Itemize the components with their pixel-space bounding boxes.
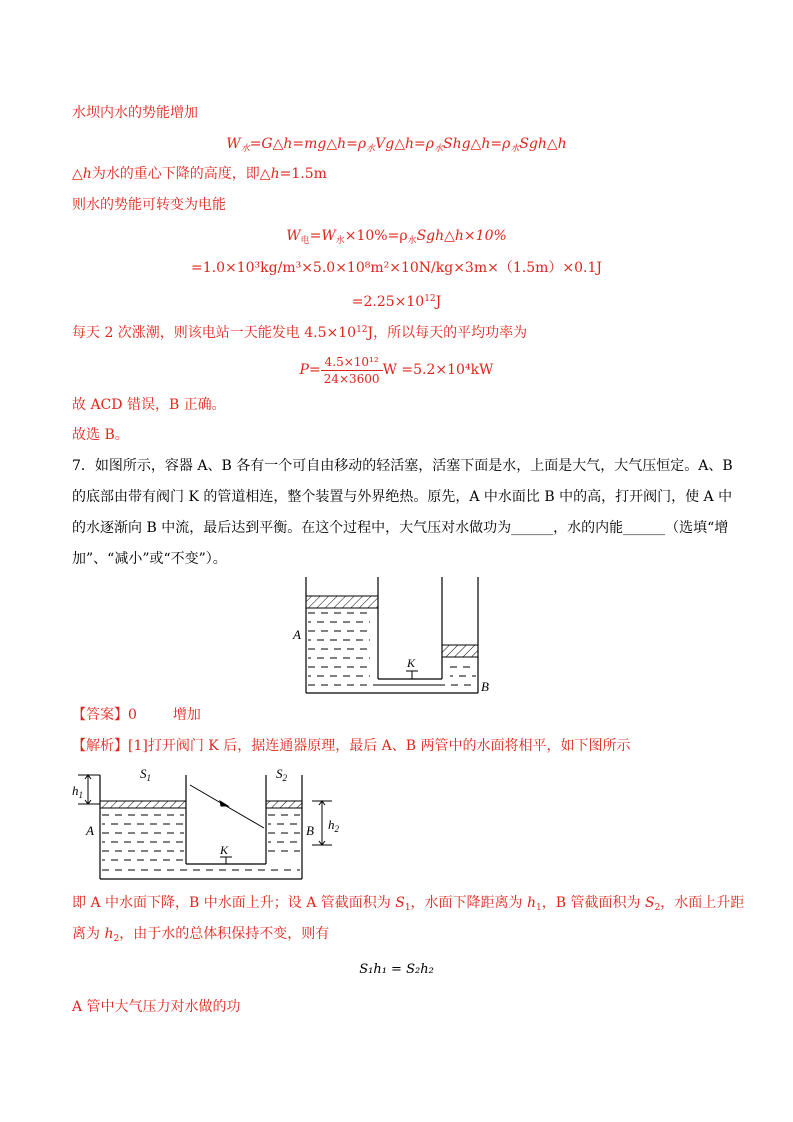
piston-a — [100, 801, 186, 808]
analysis-line: 【解析】[1]打开阀门 K 后，据连通器原理，最后 A、B 两管中的水面将相平，如下图所示 — [72, 738, 631, 754]
formula-calculation: =1.0×10³kg/m³×5.0×10⁸m²×10N/kg×3m×（1.5m）×0.1J — [191, 260, 602, 276]
answer-line: 【答案】0 增加 — [72, 707, 201, 723]
container-walls — [100, 775, 302, 879]
question-text: 7．如图所示，容器 A、B 各有一个可自由移动的轻活塞，活塞下面是水，上面是大气，大气压恒定。A、B — [72, 458, 733, 474]
solution-line: 故选 B。 — [72, 427, 129, 443]
piston-a — [306, 596, 378, 608]
label-b: B — [306, 823, 314, 838]
solution-line: 每天 2 次涨潮，则该电站一天能发电 $4.5\times 10^{12}J$，所以每天的平均功率为 — [72, 325, 528, 341]
container-figure — [290, 575, 495, 697]
label-a: A — [293, 627, 301, 642]
question-text: 加”、“减小”或“不变”）。 — [72, 551, 227, 567]
label-s2: $S_2$ — [276, 766, 287, 783]
analysis-line: 离为 $h_2$，由于水的总体积保持不变，则有 — [72, 926, 330, 944]
analysis-line: A 管中大气压力对水做的功 — [72, 999, 241, 1015]
analysis-line: 即 A 中水面下降，B 中水面上升；设 A 管截面积为 $S_1$，水面下降距离为 $h_1$，B 管截面积为 $S_2$，水面上升距 — [72, 895, 745, 913]
label-a: A — [86, 823, 94, 838]
label-h2: $h_2$ — [328, 817, 339, 834]
label-b: B — [481, 679, 489, 694]
formula-potential-energy: $W_水=G\triangle h=mg\triangle h=\rho_水Vg\triangle h=\rho_水Shg\triangle h=\rho_水Sgh\triangle h$ — [226, 136, 567, 154]
volume-equation: S₁h₁ = S₂h₂ — [359, 962, 434, 977]
balanced-figure — [70, 763, 360, 885]
piston-b — [442, 645, 478, 657]
solution-line: 则水的势能可转变为电能 — [72, 197, 226, 213]
label-k: K — [220, 843, 229, 857]
water-dashes — [102, 815, 300, 870]
question-text: 的底部由带有阀门 K 的管道相连，整个装置与外界绝热。原先，A 中水面比 B 中的高，打开阀门，使 A 中 — [72, 489, 733, 505]
label-s1: $S_1$ — [140, 766, 151, 783]
solution-line: 水坝内水的势能增加 — [72, 105, 198, 121]
question-text: 的水逐渐向 B 中流，最后达到平衡。在这个过程中，大气压对水做功为______，水的内能______（选填“增 — [72, 520, 729, 536]
solution-line: 故 ACD 错误，B 正确。 — [72, 397, 226, 413]
label-k: K — [407, 656, 416, 670]
formula-result: $=2.25\times 10^{12}J$ — [351, 294, 442, 310]
formula-power: P= $\frac{\text{4.5×10¹²}}{24\times 3600}$ W =5.2×10⁴kW — [299, 354, 494, 386]
label-h1: $h_1$ — [72, 783, 83, 800]
formula-electric-energy: $W_电=W_水\times 10\%=\rho_水Sgh\triangle h\times 10\%$ — [286, 228, 507, 246]
solution-line: △h为水的重心下降的高度，即△h=1.5m — [72, 166, 327, 182]
piston-b — [266, 801, 302, 808]
